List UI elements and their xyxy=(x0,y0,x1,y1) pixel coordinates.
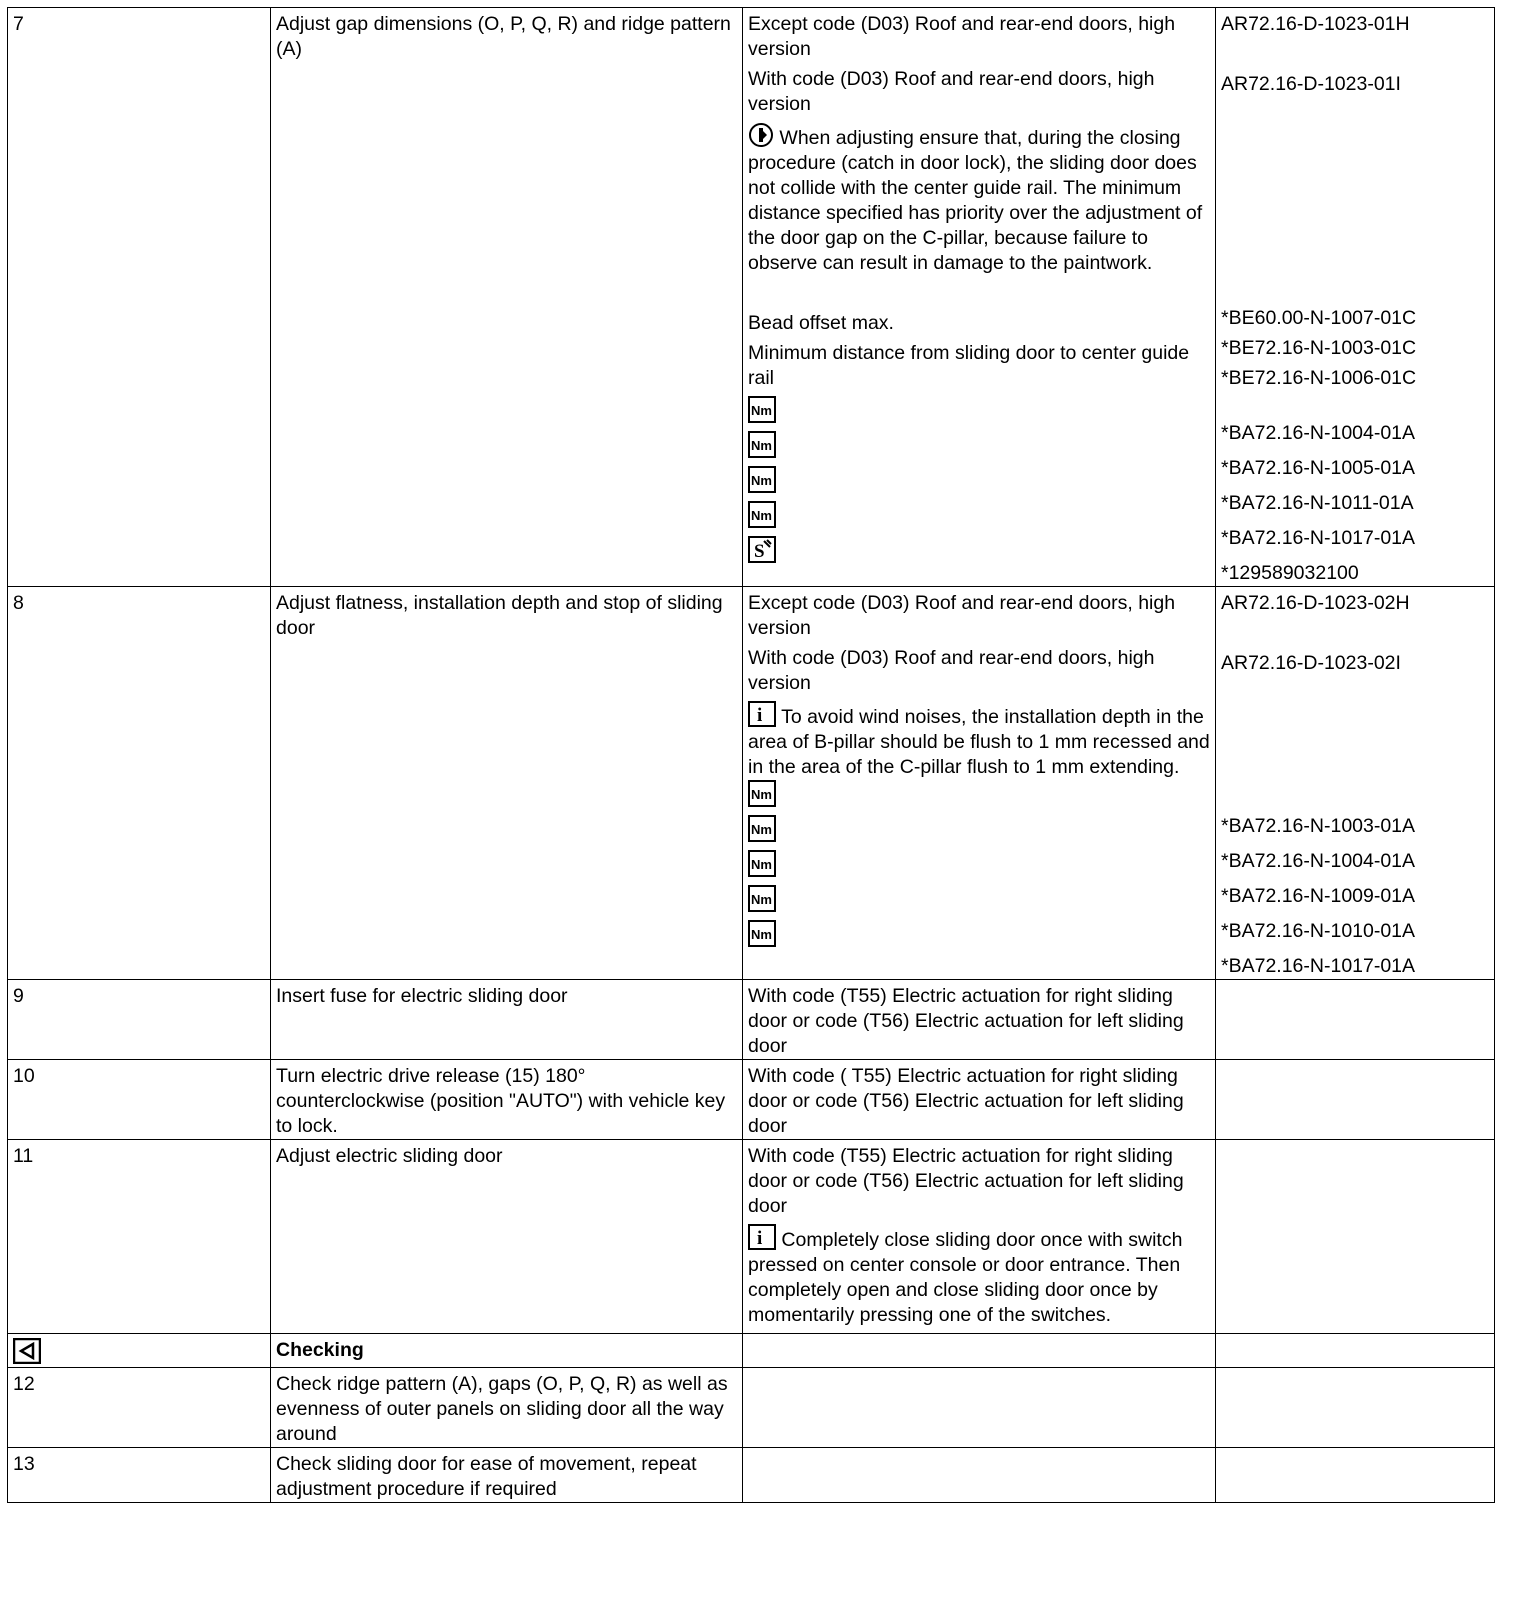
torque-icon xyxy=(748,396,776,423)
special-tool-icon xyxy=(748,536,776,563)
ref-label xyxy=(748,281,1210,306)
info-note xyxy=(748,1224,1210,1333)
document-ref: AR72.16-D-1023-01I xyxy=(1221,73,1401,95)
note-text: To avoid wind noises, the installation depth in the area of B-pillar should be flush to 1 mm recessed and in the area of the C-pillar flush to 1 mm extending. xyxy=(748,706,1210,778)
svg-text:Nm: Nm xyxy=(751,787,772,802)
procedure-table xyxy=(7,7,1495,1503)
svg-text:Nm: Nm xyxy=(751,892,772,907)
empty-cell xyxy=(743,1448,1216,1503)
svg-text:i: i xyxy=(757,1228,763,1249)
svg-text:Nm: Nm xyxy=(751,473,772,488)
condition-text: With code (D03) Roof and rear-end doors, high version xyxy=(748,68,1155,115)
document-ref: *BA72.16-N-1011-01A xyxy=(1221,492,1414,514)
condition-text: With code (T55) Electric actuation for right sliding door or code (T56) Electric actuation for left sliding door xyxy=(748,1145,1184,1217)
step-number: 13 xyxy=(8,1448,271,1503)
references-cell xyxy=(1216,980,1495,1060)
svg-text:Nm: Nm xyxy=(751,403,772,418)
step-action: Adjust gap dimensions (O, P, Q, R) and ridge pattern (A) xyxy=(271,8,743,587)
section-row xyxy=(8,1334,1495,1368)
step-action: Check sliding door for ease of movement, repeat adjustment procedure if required xyxy=(271,1448,743,1503)
empty-cell xyxy=(743,1334,1216,1368)
torque-icon xyxy=(748,501,776,528)
table-row xyxy=(8,980,1495,1060)
condition-text: With code (D03) Roof and rear-end doors, high version xyxy=(748,647,1155,694)
conditions-cell xyxy=(743,587,1216,980)
table-row xyxy=(8,1448,1495,1503)
note-text: Completely close sliding door once with switch pressed on center console or door entrance. Then completely open and close sliding door once by momentarily pressing one of the switches. xyxy=(748,1229,1183,1326)
torque-icon xyxy=(748,850,776,877)
document-ref: *BA72.16-N-1004-01A xyxy=(1221,422,1416,444)
step-action: Adjust flatness, installation depth and stop of sliding door xyxy=(271,587,743,980)
table-row xyxy=(8,587,1495,980)
svg-text:S: S xyxy=(754,541,765,562)
table-row xyxy=(8,1060,1495,1140)
step-number: 7 xyxy=(8,8,271,587)
torque-icon xyxy=(748,780,776,807)
svg-text:Nm: Nm xyxy=(751,508,772,523)
document-ref: AR72.16-D-1023-01H xyxy=(1221,13,1410,35)
document-ref: *BA72.16-N-1009-01A xyxy=(1221,885,1416,907)
torque-icon xyxy=(748,431,776,458)
caution-icon xyxy=(748,122,774,148)
document-ref: *BA72.16-N-1010-01A xyxy=(1221,920,1416,942)
section-icon-cell xyxy=(8,1334,271,1368)
ref-label: Minimum distance from sliding door to center guide rail xyxy=(748,342,1190,389)
references-cell xyxy=(1216,8,1495,587)
condition-text: Except code (D03) Roof and rear-end doors, high version xyxy=(748,13,1176,60)
document-ref: *BE72.16-N-1003-01C xyxy=(1221,337,1417,359)
step-number: 11 xyxy=(8,1140,271,1334)
empty-cell xyxy=(743,1368,1216,1448)
info-icon xyxy=(748,701,776,727)
step-action: Insert fuse for electric sliding door xyxy=(271,980,743,1060)
step-number: 9 xyxy=(8,980,271,1060)
torque-icon xyxy=(748,920,776,947)
document-ref: *BA72.16-N-1017-01A xyxy=(1221,527,1416,549)
svg-text:i: i xyxy=(757,705,763,726)
document-ref: *BA72.16-N-1004-01A xyxy=(1221,850,1416,872)
torque-icon xyxy=(748,466,776,493)
svg-text:Nm: Nm xyxy=(751,857,772,872)
ref-label: Bead offset max. xyxy=(748,312,894,334)
document-ref: AR72.16-D-1023-02H xyxy=(1221,592,1410,614)
document-ref: *BA72.16-N-1017-01A xyxy=(1221,955,1416,977)
svg-text:Nm: Nm xyxy=(751,822,772,837)
references-cell xyxy=(1216,1060,1495,1140)
conditions-cell xyxy=(743,1140,1216,1334)
step-action: Check ridge pattern (A), gaps (O, P, Q, R) as well as evenness of outer panels on sliding door all the way around xyxy=(271,1368,743,1448)
svg-text:Nm: Nm xyxy=(751,438,772,453)
step-action: Adjust electric sliding door xyxy=(271,1140,743,1334)
step-number: 12 xyxy=(8,1368,271,1448)
conditions-cell xyxy=(743,8,1216,587)
section-title: Checking xyxy=(271,1334,743,1368)
table-row xyxy=(8,1368,1495,1448)
table-row xyxy=(8,1140,1495,1334)
document-ref: *129589032100 xyxy=(1221,562,1359,584)
document-ref: *BA72.16-N-1003-01A xyxy=(1221,815,1416,837)
empty-cell xyxy=(1216,1334,1495,1368)
document-ref: *BE60.00-N-1007-01C xyxy=(1221,307,1417,329)
document-ref: *BA72.16-N-1005-01A xyxy=(1221,457,1416,479)
torque-icon xyxy=(748,815,776,842)
references-cell xyxy=(1216,1140,1495,1334)
empty-cell xyxy=(1216,1368,1495,1448)
caution-note xyxy=(748,122,1210,276)
condition-text: With code ( T55) Electric actuation for right sliding door or code (T56) Electric actuation for left sliding door xyxy=(743,1060,1216,1140)
empty-cell xyxy=(1216,1448,1495,1503)
svg-text:Nm: Nm xyxy=(751,927,772,942)
step-action: Turn electric drive release (15) 180° counterclockwise (position "AUTO") with vehicle key to lock. xyxy=(271,1060,743,1140)
table-row xyxy=(8,8,1495,587)
document-ref: *BE72.16-N-1006-01C xyxy=(1221,367,1417,389)
info-icon xyxy=(748,1224,776,1250)
condition-text: With code (T55) Electric actuation for right sliding door or code (T56) Electric actuation for left sliding door xyxy=(743,980,1216,1060)
torque-icon xyxy=(748,885,776,912)
references-cell xyxy=(1216,587,1495,980)
step-number: 8 xyxy=(8,587,271,980)
note-text: When adjusting ensure that, during the closing procedure (catch in door lock), the sliding door does not collide with the center guide rail. The minimum distance specified has priority over the adjustment of the door gap on the C-pillar, because failure to observe can result in damage to the paintwork. xyxy=(748,127,1203,274)
info-note xyxy=(748,701,1210,780)
document-ref: AR72.16-D-1023-02I xyxy=(1221,652,1401,674)
checking-arrow-icon xyxy=(13,1338,41,1364)
condition-text: Except code (D03) Roof and rear-end doors, high version xyxy=(748,592,1176,639)
step-number: 10 xyxy=(8,1060,271,1140)
